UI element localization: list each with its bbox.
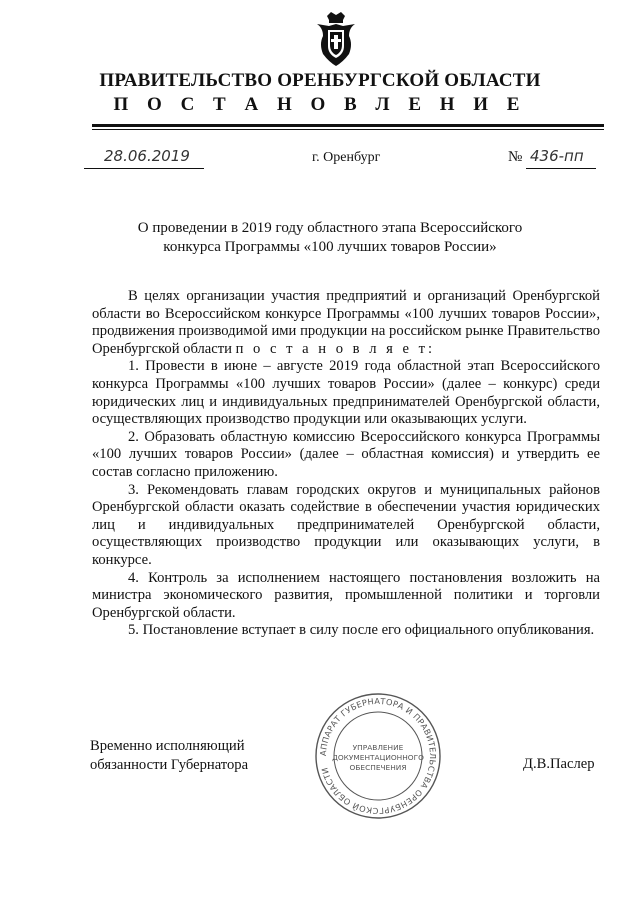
document-number: 436-пп xyxy=(530,147,584,165)
position-line: обязанности Губернатора xyxy=(90,757,249,773)
list-item: 5. Постановление вступает в силу после его официального опубликования. xyxy=(128,622,595,639)
stamp-outer-text: АППАРАТ ГУБЕРНАТОРА И ПРАВИТЕЛЬСТВА ОРЕНБУРГСКОЙ ОБЛАСТИ xyxy=(317,695,439,817)
list-item: 1. Провести в июне – августе 2019 года областной этап Всероссийского конкурса Программы «100 лучших товаров России» (далее – конкурс) среди юридических лиц и индивидуальных предпринимателей Оренбургской области, осуществляющих производство продукции или оказывающих услуги. xyxy=(92,358,600,428)
subject-line: О проведении в 2019 году областного этапа Всероссийского xyxy=(137,220,523,236)
preamble-text: В целях организации участия предприятий и организаций Оренбургской области во Всероссийском конкурсе Программы «100 лучших товаров России», продвижения производимой ими продукции на российском рынке Правительство Оренбургской области xyxy=(92,288,600,357)
coat-of-arms-icon xyxy=(313,10,359,68)
organization-title: ПРАВИТЕЛЬСТВО ОРЕНБУРГСКОЙ ОБЛАСТИ xyxy=(99,70,541,91)
list-item: 4. Контроль за исполнением настоящего постановления возложить на министра экономического развития, промышленной политики и торговли Оренбургской области. xyxy=(92,569,600,621)
position-line: Временно исполняющий xyxy=(90,738,245,754)
document-body xyxy=(92,288,600,640)
stamp-inner-line: УПРАВЛЕНИЕ xyxy=(352,743,404,752)
decree-word: п о с т а н о в л я е т: xyxy=(235,340,436,357)
list-item: 3. Рекомендовать главам городских округов и муниципальных районов Оренбургской области оказать содействие в обеспечении участия юридических лиц и индивидуальных предпринимателей Оренбургской области, осуществляющих производство продукции или оказывающих услуги, в конкурсе. xyxy=(92,481,600,568)
official-stamp-icon xyxy=(312,690,444,822)
list-item: 2. Образовать областную комиссию Всероссийского конкурса Программы «100 лучших товаров России» (далее – областная комиссия) и утвердить ее состав согласно приложению. xyxy=(92,428,600,480)
header-divider-thin xyxy=(92,129,604,130)
preamble-paragraph xyxy=(92,288,600,358)
document-subject xyxy=(100,219,560,257)
city: г. Оренбург xyxy=(312,150,381,165)
signatory-position xyxy=(90,737,248,775)
document-type: П О С Т А Н О В Л Е Н И Е xyxy=(113,94,527,115)
stamp-inner-line: ОБЕСПЕЧЕНИЯ xyxy=(349,763,407,772)
signatory-name: Д.В.Паслер xyxy=(523,756,595,772)
stamp-inner-line: ДОКУМЕНТАЦИОННОГО xyxy=(332,753,424,762)
header-divider xyxy=(92,124,604,127)
number-sign: № xyxy=(508,149,523,165)
document-date: 28.06.2019 xyxy=(104,147,190,165)
subject-line: конкурса Программы «100 лучших товаров России» xyxy=(163,239,497,255)
